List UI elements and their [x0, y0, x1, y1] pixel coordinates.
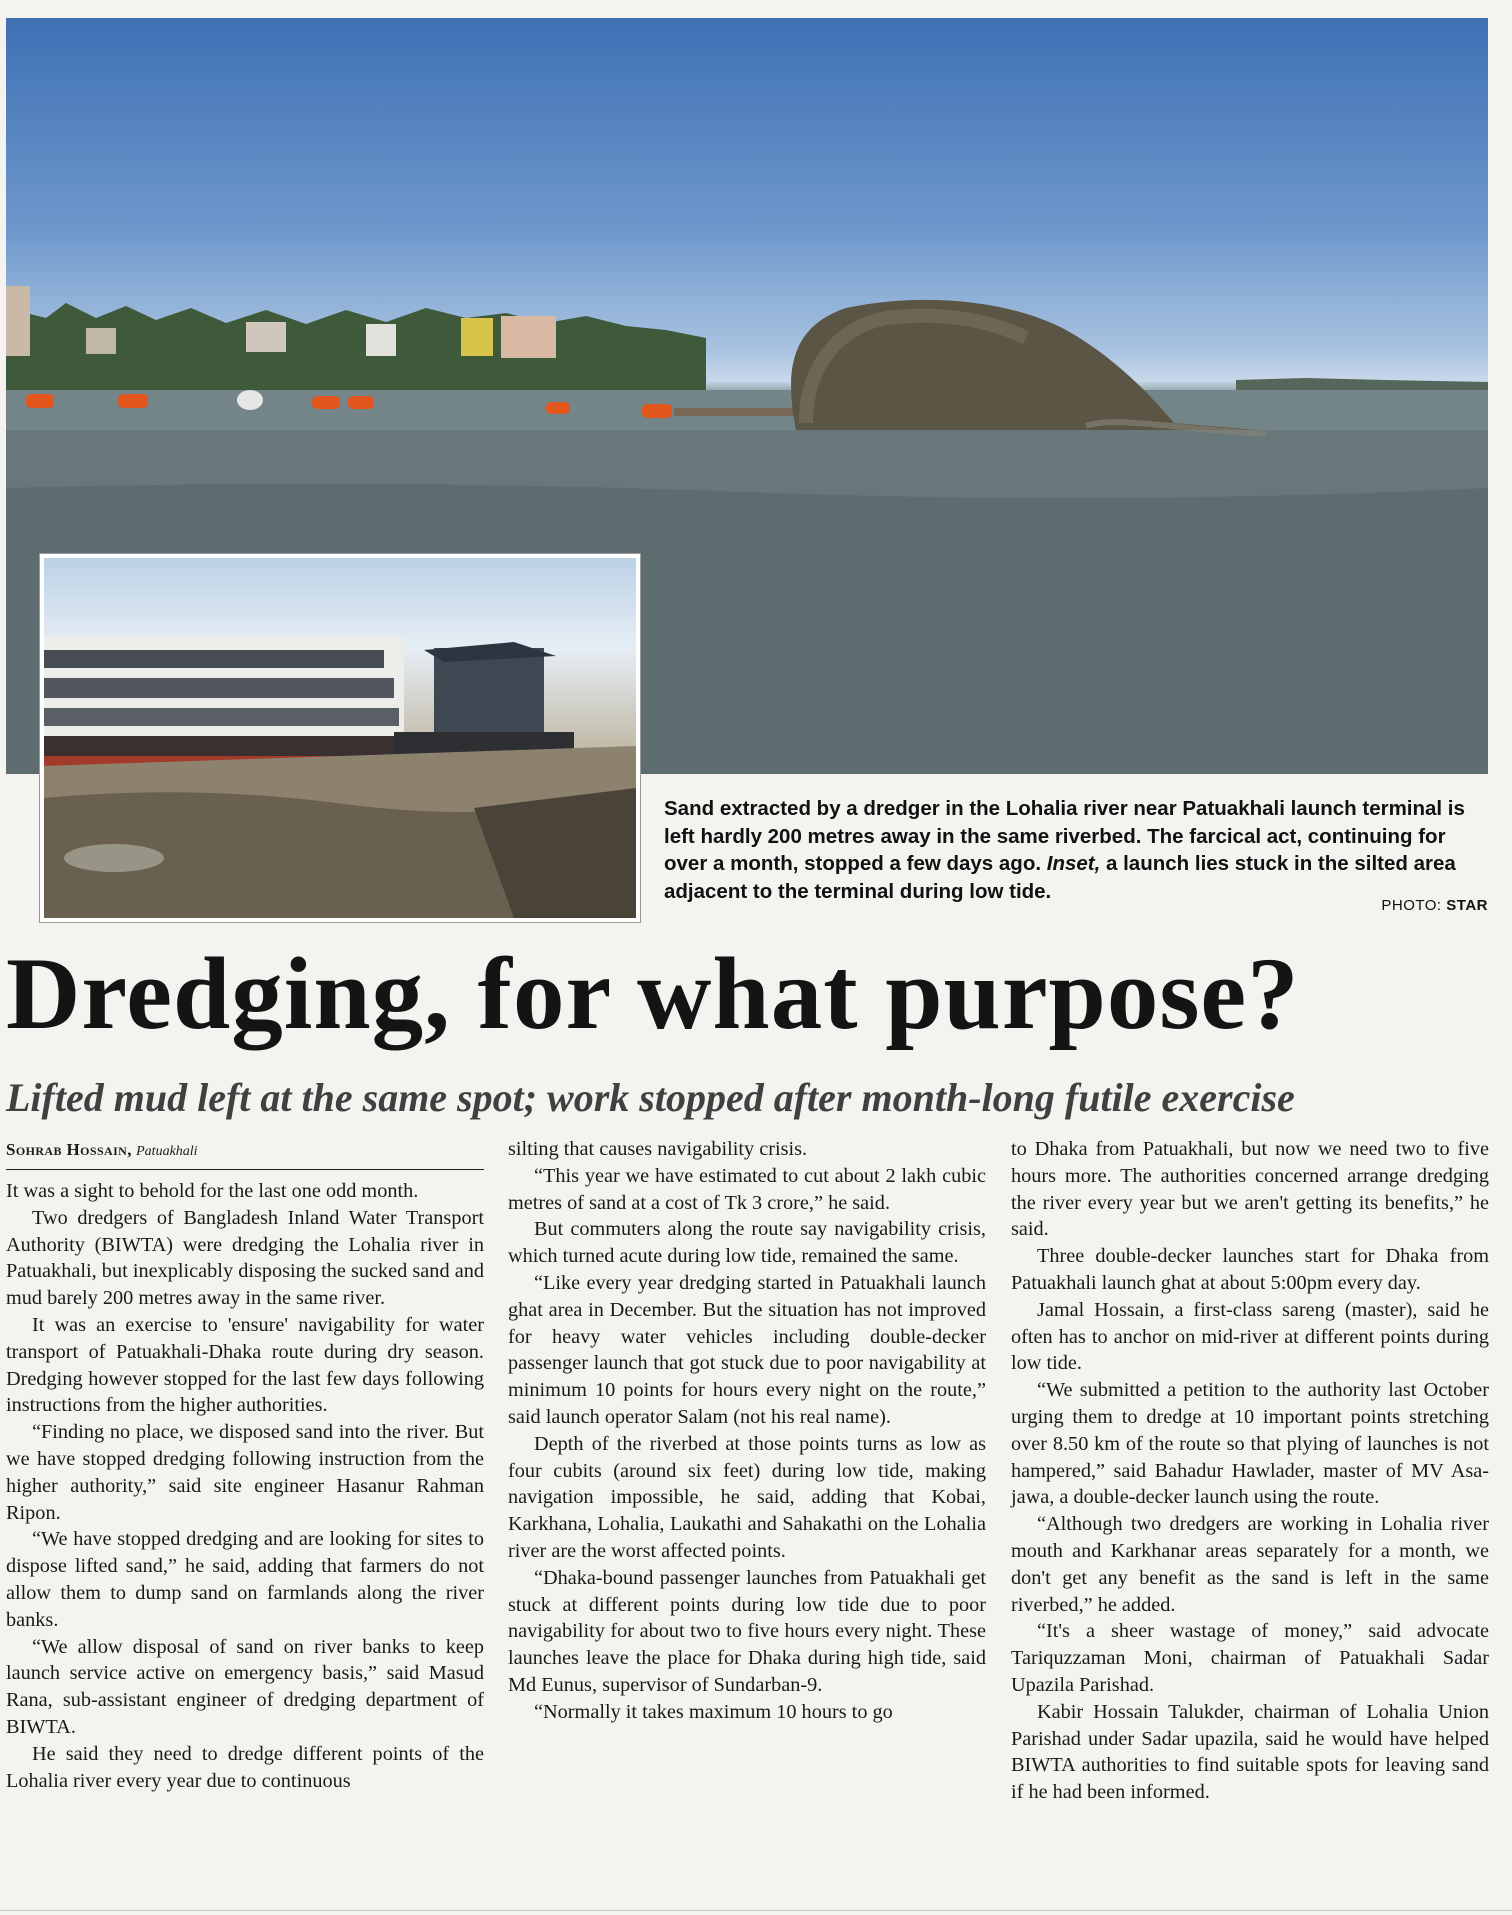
photo-credit-label: PHOTO:: [1381, 897, 1442, 914]
paragraph: Jamal Hossain, a first-class sareng (master), said he often has to anchor on mid-river at different points during low tide.: [1011, 1298, 1489, 1375]
paragraph: “It's a sheer wastage of money,” said advocate Tariquzzaman Moni, chairman of Patuakhali Sadar Upazila Parishad.: [1011, 1620, 1489, 1696]
byline-place: Patuakhali: [136, 1144, 198, 1159]
paragraph: Depth of the riverbed at those points turns as low as four cubits (around six feet) during low tide, making navigation impossible, he said, adding that Kobai, Karkhana, Lohalia, Laukathi and Sahakathi on the Lohalia river are the worst affected points.: [508, 1432, 986, 1562]
subheadline: Lifted mud left at the same spot; work stopped after month-long futile exercise: [6, 1075, 1295, 1120]
paragraph: But commuters along the route say navigability crisis, which turned acute during low tide, remained the same.: [508, 1218, 986, 1268]
paragraph: “Although two dredgers are working in Lohalia river mouth and Karkhanar areas separately for a month, we don't get any benefit as the sand is left in the same riverbed,” he added.: [1011, 1513, 1489, 1616]
paragraph: It was a sight to behold for the last one odd month.: [6, 1180, 419, 1202]
article-column-1: [6, 1178, 484, 1794]
paragraph: “Finding no place, we disposed sand into the river. But we have stopped dredging following instruction from the higher authority,” said site engineer Hasanur Rahman Ripon.: [6, 1421, 484, 1524]
byline: [6, 1138, 484, 1170]
caption-inset-text: a launch lies stuck in the silted area adjacent to the terminal during low tide.: [664, 852, 1456, 903]
paragraph: “Normally it takes maximum 10 hours to go: [534, 1700, 893, 1723]
paragraph: Three double-decker launches start for Dhaka from Patuakhali launch ghat at about 5:00pm every day.: [1011, 1245, 1489, 1294]
paragraph: “We have stopped dredging and are looking for sites to dispose lifted sand,” he said, adding that farmers do not allow them to dump sand on farmlands along the river banks.: [6, 1528, 484, 1631]
byline-author: Sohrab Hossain,: [6, 1140, 132, 1159]
paragraph: Kabir Hossain Talukder, chairman of Lohalia Union Parishad under Sadar upazila, said he would have helped BIWTA authorities to find suitable spots for leaving sand if he had been informed.: [1011, 1700, 1489, 1804]
headline: Dredging, for what purpose?: [6, 937, 1300, 1051]
article-column-2: [508, 1136, 986, 1726]
photo-credit-source: STAR: [1446, 897, 1488, 914]
photo-caption: [664, 795, 1484, 905]
page-bottom-rule: [0, 1910, 1512, 1911]
paragraph: “Dhaka-bound passenger launches from Patuakhali get stuck at different points during low tide due to poor navigability for about two to five hours every night. These launches leave the place for Dhaka during high tide, said Md Eunus, supervisor of Sundarban-9.: [508, 1566, 986, 1696]
paragraph: “We allow disposal of sand on river banks to keep launch service active on emergency basis,” said Masud Rana, sub-assistant engineer of dredging department of BIWTA.: [6, 1635, 484, 1738]
paragraph: He said they need to dredge different points of the Lohalia river every year due to continuous: [6, 1742, 484, 1792]
article-column-3: [1011, 1136, 1489, 1806]
paragraph: “This year we have estimated to cut about 2 lakh cubic metres of sand at a cost of Tk 3 crore,” he said.: [508, 1164, 986, 1214]
inset-photo-stuck-launch: [40, 554, 640, 922]
caption-main-text: Sand extracted by a dredger in the Lohalia river near Patuakhali launch terminal is left hardly 200 metres away in the same riverbed. The farcical act, continuing for over a month, stopped a few days ago.: [664, 797, 1465, 875]
paragraph: to Dhaka from Patuakhali, but now we need two to five hours more. The authorities concerned arrange dredging the river every year but we aren't getting its benefits,” he said.: [1011, 1138, 1489, 1241]
stuck-launch-illustration: [44, 558, 636, 918]
paragraph: “We submitted a petition to the authority last October urging them to dredge at 10 important points stretching over 8.50 km of the route so that plying of launches is not hampered,” said Bahadur Hawlader, master of MV Asa-jawa, a double-decker launch using the route.: [1011, 1379, 1489, 1509]
paragraph: Two dredgers of Bangladesh Inland Water Transport Authority (BIWTA) were dredging the Lohalia river in Patuakhali, but inexplicably disposing the sucked sand and mud barely 200 metres away in the same river.: [6, 1206, 484, 1310]
paragraph: It was an exercise to 'ensure' navigability for water transport of Patuakhali-Dhaka route during dry season. Dredging however stopped for the last few days following instructions from the higher authorities.: [6, 1313, 484, 1417]
caption-inset-label: Inset,: [1046, 852, 1101, 875]
paragraph: silting that causes navigability crisis.: [508, 1138, 808, 1160]
paragraph: “Like every year dredging started in Patuakhali launch ghat area in December. But the situation has not improved for heavy water vehicles including double-decker passenger launch that got stuck due to poor navigability at minimum 10 points for hours every night on the route,” said launch operator Salam (not his real name).: [508, 1271, 986, 1428]
photo-credit: [1381, 897, 1488, 914]
